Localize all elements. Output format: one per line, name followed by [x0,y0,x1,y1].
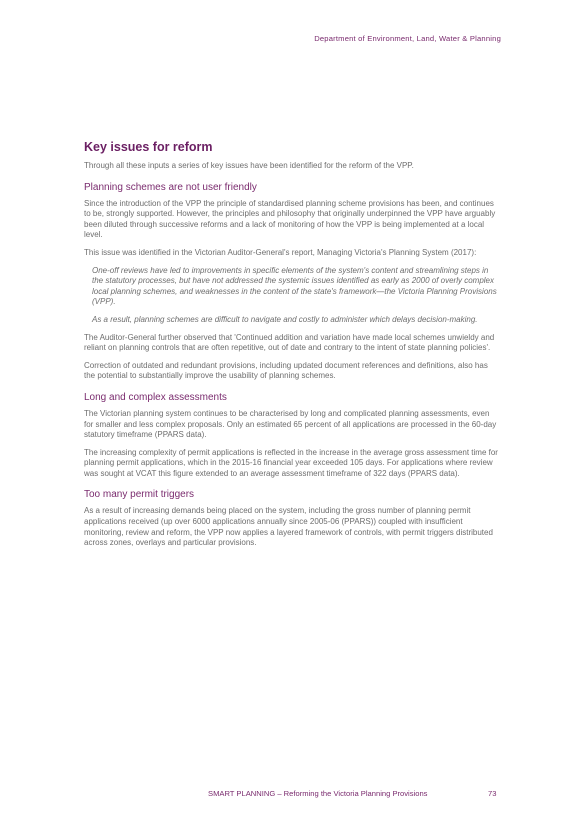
paragraph: The increasing complexity of permit applications is reflected in the increase in the average gross assessment time for planning permit applications, which in the 2015-16 financial year exceeded 105 days. For applications where review was sought at VCAT this figure extended to an average assessment timeframe of 322 days (PPARS data). [84,447,498,478]
paragraph: Correction of outdated and redundant provisions, including updated document references and definitions, also has the potential to substantially improve the usability of planning schemes. [84,360,488,381]
paragraph: As a result of increasing demands being placed on the system, including the gross number of planning permit applications received (up over 6000 applications annually since 2005-06 (PPARS)) coupled with insufficient monitoring, review and reform, the VPP now applies a layered framework of controls, with permit triggers distributed across zones, overlays and particular provisions. [84,506,493,548]
paragraph: This issue was identified in the Victorian Auditor-General's report, Managing Victoria's Planning System (2017): [84,247,477,257]
paragraph: Since the introduction of the VPP the principle of standardised planning scheme provisions has been, and continues to be, strongly supported. However, the principles and philosophy that originally underpinned the VPP have arguably been diluted through successive reforms and a lack of monitoring of how the VPP is being implemented at a local level. [84,198,496,240]
paragraph: The Auditor-General further observed that 'Continued addition and variation have made local schemes unwieldy and reliant on planning controls that are often repetitive, out of date and contrary to the intent of state planning policies'. [84,332,495,353]
intro-paragraph: Through all these inputs a series of key issues have been identified for the reform of the VPP. [84,161,414,170]
section-heading: Too many permit triggers [84,489,195,501]
footer-title: SMART PLANNING – Reforming the Victoria Planning Provisions [208,789,428,798]
block-quote: As a result, planning schemes are difficult to navigate and costly to administer which delays decision-making. [92,314,478,324]
section-heading: Planning schemes are not user friendly [84,181,257,193]
section-heading: Long and complex assessments [84,391,227,403]
paragraph: The Victorian planning system continues to be characterised by long and complicated planning assessments, even for smaller and less complex proposals. Only an estimated 65 percent of all applications are processed in the 60-day statutory timeframe (PPARS data). [84,408,497,440]
department-header: Department of Environment, Land, Water & Planning [314,34,501,43]
page-number: 73 [488,789,497,798]
page-title: Key issues for reform [84,140,213,154]
block-quote: One-off reviews have led to improvements in specific elements of the system's content and streamlining steps in the statutory processes, but have not addressed the systemic issues identified as early as 2000 of overly complex local planning schemes, and weaknesses in the content of the state's framework—the Victoria Planning Provisions (VPP). [92,265,497,307]
main-content [84,140,498,556]
